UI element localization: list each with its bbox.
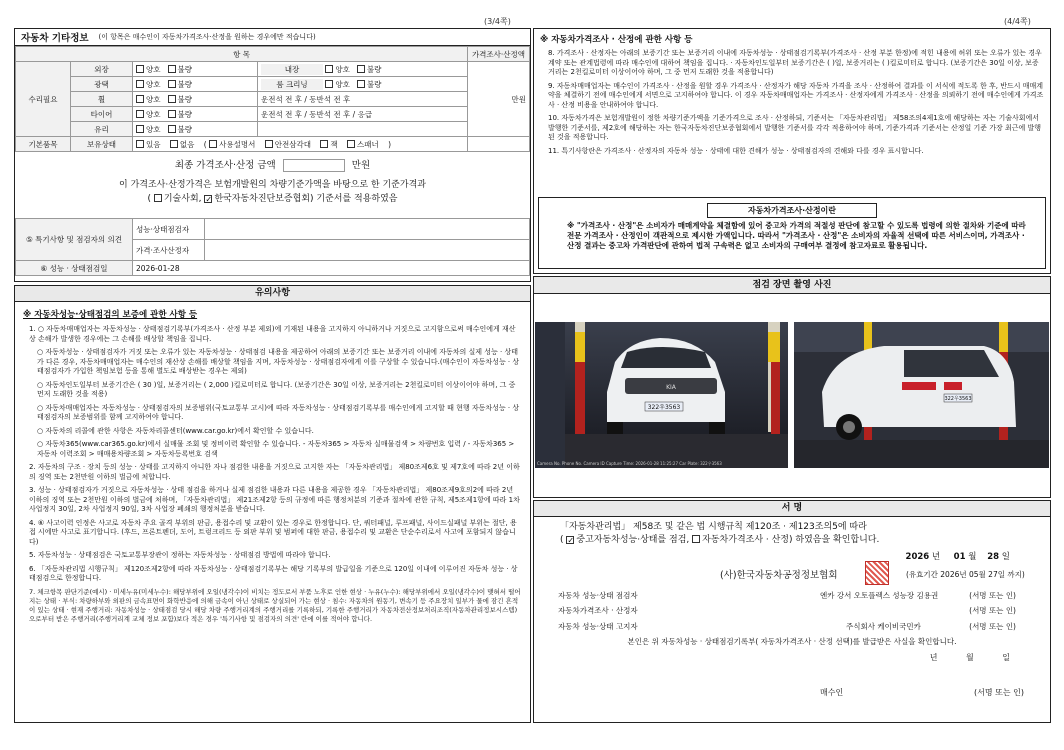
tire-label: 타이어 xyxy=(71,107,133,122)
inspection-date-value: 2026-01-28 xyxy=(133,261,530,276)
checkbox[interactable] xyxy=(136,95,144,103)
special-table xyxy=(15,218,530,276)
note-item: 2. 자동차의 구조 · 장치 등의 성능 · 상태를 고지하지 아니한 자나 점검한 내용을 거짓으로 고지한 자는 「자동차관리법」 제80조제6호 및 제7호에 따라 2년 이하의 징역 또는 2천만원 이하의 벌금에 처합니다. xyxy=(29,463,520,481)
note-item: ○ 자동차365(www.car365.go.kr)에서 실매물 조회 및 정비이력 확인할 수 있습니다. - 자동차365 > 자동차 실매물검색 > 차량번호 입력 / - 자동차365 > 자동차 이력조회 > 매매용차량조회 > 자동차등록번호 검색 xyxy=(37,440,515,458)
other-info-panel xyxy=(14,28,531,282)
basic-status-label: 보유상태 xyxy=(71,137,133,152)
front-plate-text: 322우3563 xyxy=(647,404,681,411)
notes-header: 유의사항 xyxy=(15,286,530,302)
inspector-label: 성능·상태점검자 xyxy=(133,219,205,240)
other-info-title: 자동차 기타정보 xyxy=(21,33,89,44)
standard-statement: 이 가격조사·산정가격은 보험개발원의 차량기준가액을 바탕으로 한 기준가격과 ( 기술사회, ✓ 한국자동차진단보증협회) 기준서를 적용하였음 xyxy=(15,178,530,206)
note-item: ○ 자동차매매업자는 자동차성능 · 상태점검자의 보증범위(국토교통부 고시)에 따라 자동차성능 · 상태점검기록부를 매수인에게 고지할 때 현행 자동차성능 · 상태점검자의 보증범위를 함께 고지하여야 합니다. xyxy=(37,403,520,421)
note-item: 1. ○ 자동차매매업자는 자동차성능 · 상태점검기록부(가격조사 · 산정 부분 제외)에 기재된 내용을 고지하지 아니하거나 거짓으로 고지함으로써 매수인에게 재산상 손해가 발생한 경우에는 그 손해를 배상할 책임을 집니다. xyxy=(29,325,516,343)
photo-title: 점검 장면 촬영 사진 xyxy=(534,277,1050,294)
checkbox[interactable] xyxy=(136,140,144,148)
appraisal-definition-box xyxy=(538,197,1046,269)
note-item: 4. ⑥ 사고이력 인정은 사고로 자동차 주요 골격 부위의 판금, 용접수리 및 교환이 있는 경우로 한정합니다. 단, 쿼터패널, 루프패널, 사이드실패널 부위는 절단, 용접 시에만 사고로 표기합니다. (후드, 프론트펜더, 도어, 트렁크리드 등 외판 부위 및 범퍼에 대한 판금, 용접수리 및 교환은 단순수리로서 사고에 포함되지 않습니다) xyxy=(29,518,517,546)
tire-position: 운전석 전 후 / 동반석 전 후 / 응급 xyxy=(258,107,468,122)
inspection-photo-front xyxy=(535,322,788,468)
note-item: 5. 자동차성능 · 상태점검은 국토교통부장관이 정하는 자동차성능 · 상태점검 방법에 따라야 합니다. xyxy=(29,551,331,559)
signature-panel: 서 명 「자동차관리법」 제58조 및 같은 법 시행규칙 제120조 · 제123조의5에 따라 ( ✓중고자동차성능·상태를 점검, 자동차가격조사 · 산정) 하였음을 확인합니다. 2026 년 01 월 28 일 (사)한국자동차공정정보협회 (유효기간 2026년 05월 27일 까지) 자동차 성능·상태 점검자 엔카 강서 오토플렉스 성능장 김용권 (서명 또는 인) 자동차가격조사 · 산정자 (서명 또는 인) 자동차 성능·상태 고지자 주식회사 케이비국민카 (서명 또는 인) 본인은 위 자동차성능 · 상태점검기록부( 자동차가격조사 · 산정 선택)를 발급받은 사실을 확인합니다. 년 월 일 매수인 (서명 또는 인) xyxy=(533,500,1051,723)
organization-name: (사)한국자동차공정정보협회 xyxy=(720,570,838,581)
appraisal-item: 11. 특기사항란은 가격조사 · 산정자의 자동차 성능 · 상태에 대한 견해가 성능 · 상태점검자의 견해와 다를 경우 표시합니다. xyxy=(548,146,924,155)
room-cleaning-label: 룸 크리닝 xyxy=(261,79,323,90)
checkbox-checked[interactable] xyxy=(204,195,212,203)
definition-title: 자동차가격조사·산정이란 xyxy=(707,203,877,218)
buyer-label: 매수인 xyxy=(820,688,844,697)
receipt-confirmation: 본인은 위 자동차성능 · 상태점검기록부( 자동차가격조사 · 산정 선택)를 발급받은 사실을 확인합니다. xyxy=(627,637,957,646)
note-item: 6. 「자동차관리법 시행규칙」 제120조제2항에 따라 자동차성능 · 상태점검기록부는 해당 기록부의 발급일을 기준으로 120일 이내에 이루어진 자동차 성능 · 상태점검으로 한정합니다. xyxy=(29,564,518,582)
checkbox[interactable] xyxy=(168,95,176,103)
checkbox[interactable] xyxy=(265,140,273,148)
appraiser-label: 가격·조사산정자 xyxy=(133,240,205,261)
wheel-position: 운전석 전 후 / 동반석 전 후 xyxy=(258,92,468,107)
checkbox[interactable] xyxy=(347,140,355,148)
checkbox[interactable] xyxy=(170,140,178,148)
basic-items-label: 기본품목 xyxy=(16,137,71,152)
buyer-sign: (서명 또는 인) xyxy=(974,688,1024,697)
checkbox[interactable] xyxy=(357,80,365,88)
photo-caption-front: Camera No. Phone No. Camera ID Capture Time: 2026-01-28 11:25:27 Car Plate: 322우3563 xyxy=(537,461,722,466)
checkbox[interactable] xyxy=(136,125,144,133)
final-price-row xyxy=(15,157,530,172)
checkbox[interactable] xyxy=(320,140,328,148)
checkbox[interactable] xyxy=(325,80,333,88)
wheel-label: 휠 xyxy=(71,92,133,107)
receipt-date-blank: 년 월 일 xyxy=(929,653,1010,662)
final-price-unit: 만원 xyxy=(351,160,371,171)
inspection-photo-rear xyxy=(794,322,1049,468)
col-price-header: 가격조사·산정액 xyxy=(468,47,530,62)
interior-label: 내장 xyxy=(261,64,323,75)
checkbox[interactable] xyxy=(209,140,217,148)
notes-list xyxy=(23,325,522,624)
glass-label: 유리 xyxy=(71,122,133,137)
page-number-right: (4/4쪽) xyxy=(1004,17,1031,26)
signature-law-line: 「자동차관리법」 제58조 및 같은 법 시행규칙 제120조 · 제123조의5에 따라 xyxy=(560,522,867,532)
checkbox[interactable] xyxy=(168,65,176,73)
col-item-header: 항 목 xyxy=(16,47,468,62)
other-info-table: 항 목 가격조사·산정액 수리필요 외장 양호 불량 내장 양호 불량 만원 광택 양호 불량 룸 크리닝 양호 불량 휠 양호 불량 운전석 전 후 / 동반석 전 후 타이어 양호 불량 운전석 전 후 / 동반석 전 후 / 응급 유리 양호 불량 기본품목 보유상태 있음 없음 ( 사용설명서 안전삼각대 잭 스패너 ) xyxy=(15,46,530,152)
signature-date: 2026 년 01 월 28 일 xyxy=(905,552,1010,562)
checkbox[interactable] xyxy=(692,535,700,543)
checkbox[interactable] xyxy=(136,110,144,118)
appraisal-list xyxy=(540,49,1044,156)
note-item: ○ 자동차인도일부터 보증기간은 ( 30 )일, 보증거리는 ( 2,000 )킬로미터로 합니다. (보증기간은 30일 이상, 보증거리는 2천킬로미터 이상이어야 하며, 그 중 먼저 도래한 것을 적용) xyxy=(37,380,516,398)
appraisal-item: 10. 자동차가격은 보험개발원이 정한 차량기준가액을 기준가격으로 조사 · 산정하되, 기준서는 「자동차관리법」 제58조의4제1호에 해당하는 자는 기술사회에서 발행한 기준서를, 제2호에 해당하는 자는 한국자동차진단보증협회에서 발행한 기준서를 각각 적용하여야 하며, 기준가격과 기준서는 산정일 기준 가장 최근에 발행된 것을 적용합니다. xyxy=(548,114,1042,141)
checkbox[interactable] xyxy=(325,65,333,73)
appraisal-item: 8. 가격조사 · 산정자는 아래의 보증기간 또는 보증거리 이내에 자동차성능 · 상태점검기록부(가격조사 · 산정 부분 한정)에 적힌 내용에 허위 또는 오류가 있는 경우 계약 또는 관계법령에 따라 매수인에 대하여 책임을 집니다. · 자동차인도일부터 보증기간은 ( )일, 보증거리는 ( )킬로미터로 합니다. (보증기간은 30일 이상, 보증거리는 2천킬로미터 이상이어야 하며, 그 중 먼저 도래한 것을 적용합니다) xyxy=(548,49,1042,76)
repair-price-unit: 만원 xyxy=(468,62,530,137)
notes-panel xyxy=(14,285,531,723)
page-number-left: (3/4쪽) xyxy=(484,17,511,26)
exterior-label: 외장 xyxy=(71,62,133,77)
note-item: 7. 체크항목 판단기준(예시) · 미세누유(미세누수): 해당부위에 오일(냉각수)이 비치는 정도로서 부품 노후로 인한 현상 · 누유(누수): 해당부위에서 오일(냉각수)이 맺혀서 떨어지는 상태 · 부식: 차량하부와 외판의 금속표면이 화학반응에 의해 금속이 아닌 상태로 상실되어 가는 현상 · 침수: 자동차의 원동기, 변속기 등 주요장치 일부가 물에 잠긴 흔적이 있는 상태 · 현재 주행거리: 자동차성능 · 상태점검 당시 해당 차량 주행거리계의 주행거리를 기록하되, 기록한 주행거리가 자동차전산정보처리조직(자동차관리정보시스템)으로부터 받은 주행거리(주행거리계 교체 정보 포함)보다 적은 경우 '특기사항 및 점검자의 의견' 란에 이를 적어야 합니다. xyxy=(29,587,521,623)
appraisal-panel xyxy=(533,28,1051,274)
appraisal-title: ※ 자동차가격조사 · 산정에 관한 사항 등 xyxy=(540,35,693,45)
signature-title: 서 명 xyxy=(534,501,1050,517)
note-item: ○ 자동차의 리콜에 관한 사항은 자동차리콜센터(www.car.go.kr)에서 확인할 수 있습니다. xyxy=(37,426,314,435)
standard-line-1: 이 가격조사·산정가격은 보험개발원의 차량기준가액을 바탕으로 한 기준가격과 xyxy=(119,180,426,190)
official-seal xyxy=(865,561,889,585)
notes-title: ※ 자동차성능·상태점검의 보증에 관한 사항 등 xyxy=(23,310,198,320)
special-label: ⑤ 특기사항 및 점검자의 의견 xyxy=(16,219,133,261)
checkbox[interactable] xyxy=(168,110,176,118)
checkbox[interactable] xyxy=(136,65,144,73)
checkbox[interactable] xyxy=(154,194,162,202)
rear-plate-text: 322우3563 xyxy=(944,396,972,402)
checkbox[interactable] xyxy=(357,65,365,73)
note-item: 3. 성능 · 상태점검자가 거짓으로 자동차성능 · 상태 점검을 하거나 실제 점검한 내용과 다른 내용을 제공한 경우 「자동차관리법」 제80조제9호의2에 따라 2년 이하의 징역 또는 2천만원 이하의 벌금에 처하며, 「자동차관리법」 제21조제2항 등의 규정에 따른 행정처분의 기준과 절차에 관한 규칙, 제5조제1항에 따라 1차 사업정지 30일, 2차 사업정지 90일, 3차 사업장 폐쇄의 행정처분을 받습니다. xyxy=(29,486,520,513)
svg-text:KIA: KIA xyxy=(666,384,676,391)
rear-car-image xyxy=(794,322,1049,468)
validity-period: (유효기간 2026년 05월 27일 까지) xyxy=(906,570,1025,579)
other-info-subtitle: (이 항목은 매수인이 자동차가격조사·산정을 원하는 경우에만 적습니다) xyxy=(98,33,316,41)
repair-label: 수리필요 xyxy=(16,62,71,137)
note-item: ○ 자동차성능 · 상태점검자가 거짓 또는 오류가 있는 자동차성능 · 상태점검 내용을 제공하여 아래의 보증기간 또는 보증거리 이내에 자동차의 실제 성능 · 상태가 다른 경우, 자동차매매업자는 매수인의 재산상 손해를 배상할 책임을 지며, 자동차성능 · 상태점검자에게 이를 구상할 수 있습니다.(매수인이 자동차성능 · 상태점검자가 가입한 책임보험 등을 통해 별도로 배상받는 경우는 제외) xyxy=(37,348,520,375)
definition-text: ※ "가격조사 · 산정"은 소비자가 매매계약을 체결함에 있어 중고차 가격의 적절성 판단에 참고할 수 있도록 법령에 의한 절차와 기준에 따라 전문 가격조사 · 산정인이 객관적으로 제시한 가액입니다. 따라서 "가격조사 · 산정"은 소비자의 자율적 선택에 따른 서비스이며, 가격조사 · 산정 결과는 중고차 가격판단에 관하여 법적 구속력은 없고 소비자의 구매여부 결정에 참고자료로 활용됩니다. xyxy=(567,221,1026,250)
front-car-image xyxy=(535,322,788,468)
checkbox[interactable] xyxy=(168,125,176,133)
checkbox[interactable] xyxy=(136,80,144,88)
appraisal-item: 9. 자동차매매업자는 매수인이 가격조사 · 산정을 원할 경우 가격조사 · 산정자가 해당 자동차 가격을 조사 · 산정하여 결과를 이 서식에 적도록 한 후, 반드시 매매계약을 체결하기 전에 매수인에게 서면으로 고지하여야 합니다. 이 경우 자동차매매업자는 가격조사 · 산정자에게 가격조사 · 산정을 의뢰하기 전에 매수인에게 가격조사 · 산정 비용을 안내하여야 합니다. xyxy=(548,81,1044,109)
inspection-date-label: ⑥ 성능 · 상태점검일 xyxy=(16,261,133,276)
gloss-label: 광택 xyxy=(71,77,133,92)
checkbox-checked[interactable] xyxy=(566,536,574,544)
checkbox[interactable] xyxy=(168,80,176,88)
final-price-input[interactable] xyxy=(283,159,345,172)
final-price-label: 최종 가격조사·산정 금액 xyxy=(174,160,276,171)
